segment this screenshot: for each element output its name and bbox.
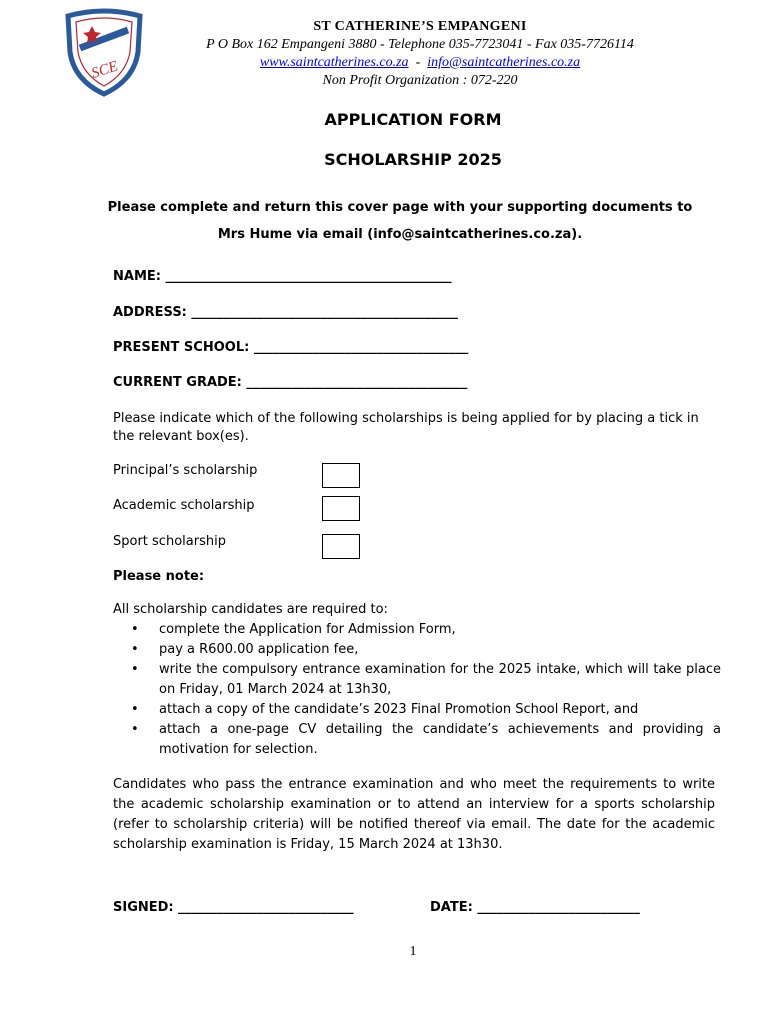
sport-scholarship-checkbox[interactable] bbox=[322, 534, 360, 559]
requirement-text: attach a copy of the candidate’s 2023 Final Promotion School Report, and bbox=[159, 702, 639, 717]
npo-number: Non Profit Organization : 072-220 bbox=[322, 73, 518, 88]
link-separator: - bbox=[415, 55, 421, 70]
bullet-icon: • bbox=[131, 642, 139, 657]
principal-scholarship-checkbox[interactable] bbox=[322, 463, 360, 488]
current-grade-field[interactable]: CURRENT GRADE: __________________________________ bbox=[113, 375, 468, 390]
requirement-item bbox=[113, 700, 721, 720]
school-crest-logo bbox=[62, 8, 146, 98]
requirement-item bbox=[113, 620, 721, 640]
note-heading: Please note: bbox=[113, 569, 205, 584]
email-link[interactable]: info@saintcatherines.co.za bbox=[427, 55, 581, 70]
page-number: 1 bbox=[409, 944, 417, 959]
school-address-line: P O Box 162 Empangeni 3880 - Telephone 035-7723041 - Fax 035-7726114 bbox=[206, 37, 634, 52]
present-school-field[interactable]: PRESENT SCHOOL: _________________________________ bbox=[113, 340, 469, 355]
scholarship-prompt: Please indicate which of the following scholarships is being applied for by placing a tick in the relevant box(es). bbox=[113, 411, 699, 444]
requirement-item bbox=[113, 720, 721, 760]
requirements-list bbox=[113, 620, 721, 760]
requirement-text: complete the Application for Admission Form, bbox=[159, 622, 456, 637]
school-name: ST CATHERINE’S EMPANGENI bbox=[313, 19, 527, 34]
date-field[interactable]: DATE: _________________________ bbox=[430, 900, 640, 915]
academic-scholarship-checkbox[interactable] bbox=[322, 496, 360, 521]
requirement-item bbox=[113, 640, 721, 660]
address-field[interactable]: ADDRESS: _________________________________________ bbox=[113, 305, 458, 320]
instruction-line-2: Mrs Hume via email (info@saintcatherines.co.za). bbox=[217, 227, 583, 242]
requirement-text: pay a R600.00 application fee, bbox=[159, 642, 359, 657]
website-link[interactable]: www.saintcatherines.co.za bbox=[259, 55, 409, 70]
form-title: APPLICATION FORM bbox=[324, 110, 502, 129]
form-subtitle: SCHOLARSHIP 2025 bbox=[324, 150, 502, 169]
bullet-icon: • bbox=[131, 622, 139, 637]
name-field[interactable]: NAME: ____________________________________________ bbox=[113, 269, 452, 284]
requirement-text: write the compulsory entrance examination for the 2025 intake, which will take place on Friday, 01 March 2024 at 13h30, bbox=[159, 662, 721, 697]
instruction-line-1: Please complete and return this cover page with your supporting documents to bbox=[107, 200, 693, 215]
bullet-icon: • bbox=[131, 722, 139, 737]
requirements-intro: All scholarship candidates are required to: bbox=[113, 602, 388, 617]
requirement-text: attach a one-page CV detailing the candidate’s achievements and providing a motivation for selection. bbox=[159, 722, 721, 757]
option-sport-label: Sport scholarship bbox=[113, 534, 226, 549]
requirement-item bbox=[113, 660, 721, 700]
crest-letters: SCE bbox=[89, 58, 120, 82]
closing-paragraph: Candidates who pass the entrance examination and who meet the requirements to write the academic scholarship examination or to attend an interview for a sports scholarship (refer to scholarship criteria) will be notified thereof via email. The date for the academic scholarship examination is Friday, 15 March 2024 at 13h30. bbox=[113, 777, 715, 852]
option-principal-label: Principal’s scholarship bbox=[113, 463, 258, 478]
contact-links-line bbox=[170, 54, 670, 72]
bullet-icon: • bbox=[131, 702, 139, 717]
bullet-icon: • bbox=[131, 662, 139, 677]
signed-field[interactable]: SIGNED: ___________________________ bbox=[113, 900, 354, 915]
option-academic-label: Academic scholarship bbox=[113, 498, 255, 513]
